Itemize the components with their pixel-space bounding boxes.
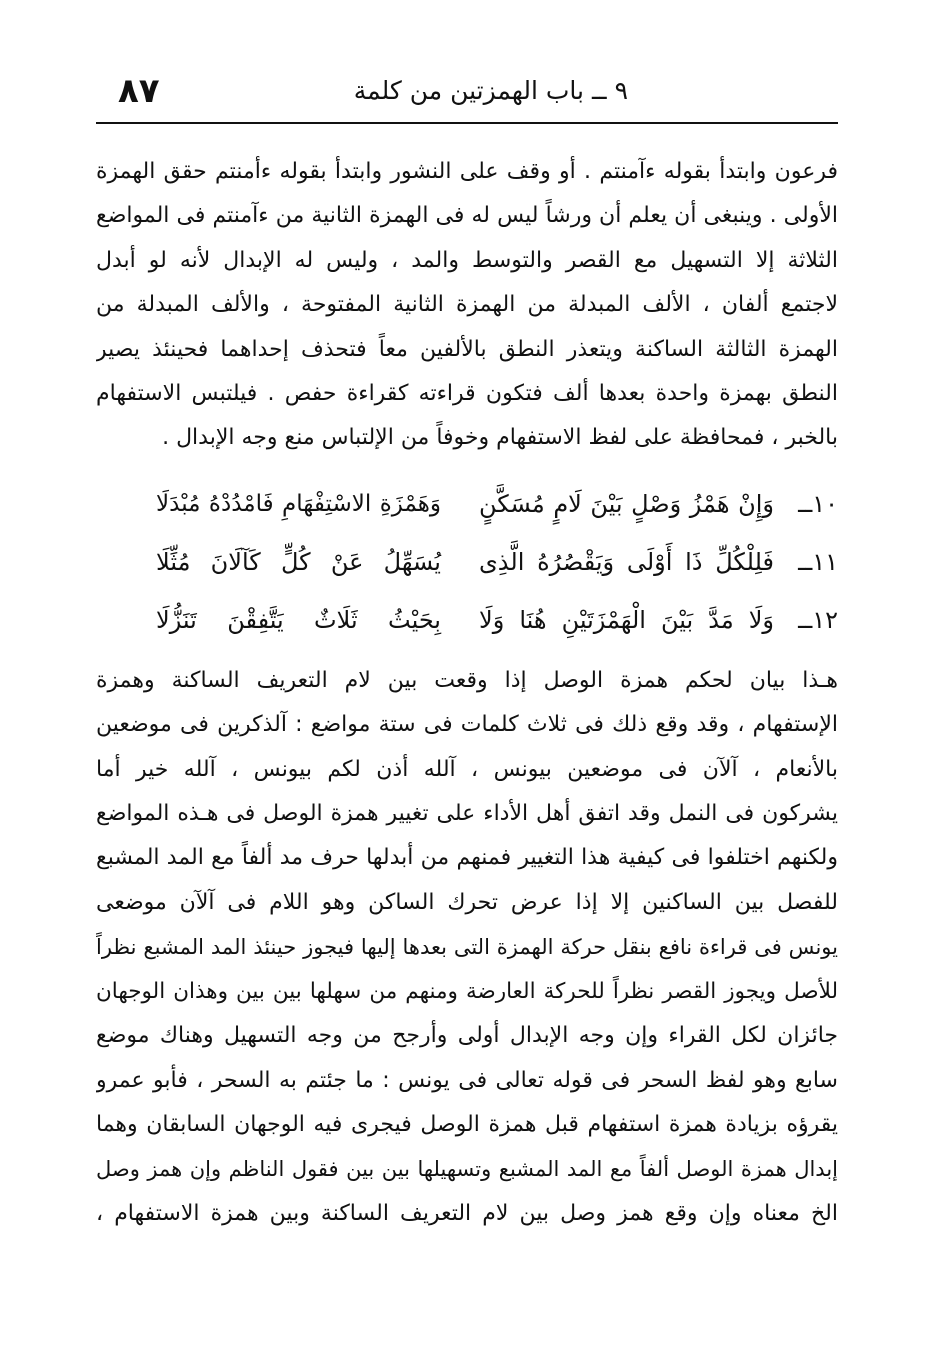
text-line: يقرؤه بزيادة همزة استفهام قبل همزة الوصل فيجرى فيه الوجهان السابقان وهما [96,1111,838,1137]
header-rule [96,122,838,124]
text-line: الهمزة الثالثة الساكنة ويتعذر النطق بالألفين معاً فتحذف إحداهما فحينئذ يصير [96,336,838,362]
text-line: النطق بهمزة واحدة بعدها ألف فتكون قراءته كقراءة حفص . فيلتبس الاستفهام [96,381,838,407]
page-body [96,150,838,1236]
text-line: الإستفهام ، وقد وقع ذلك فى ثلاث كلمات فى ستة مواضع : آلذكرين فى موضعين [96,712,838,738]
text-line: جائزان لكل القراء وإن وجه الإبدال أولى وأرجح من وجه التسهيل وهناك موضع [96,1023,838,1049]
verse-second-hemistich: وَهَمْزَةِ الاسْتِفْهَامِ فَامْدُدْهُ مُبْدَلَا [156,490,441,517]
text-line: لاجتمع ألفان ، الألف المبدلة من الهمزة الثانية المفتوحة ، والألف المبدلة من [96,292,838,318]
poem-verses [96,475,838,649]
text-line: ولكنهم اختلفوا فى كيفية هذا التغيير فمنهم من أبدلها حرف مد ألفاً مع المد المشبع [96,845,838,871]
paragraph-1 [96,150,838,461]
verse-second-hemistich: يُسَهِّلُ عَنْ كُلٍّ كَآلَانَ مُثِّلَا [156,547,441,576]
text-line: الخ معناه وإن وقع همز وصل بين لام التعريف الساكنة وبين همزة الاستفهام ، [96,1200,838,1226]
page-number: ٨٧ [118,71,160,111]
verse-first-hemistich: وَإِنْ هَمْزُ وَصْلٍ بَيْنَ لَامٍ مُسَكَّنٍ [479,489,774,518]
chapter-title: ٩ ــ باب الهمزتين من كلمة [353,76,628,105]
text-line: الثلاثة إلا التسهيل مع القصر والتوسط والمد ، وليس له الإبدال لأنه لو أبدل [96,247,838,273]
verse-second-hemistich: بِحَيْثُ ثَلَاثٌ يَتَّفِقْنَ تَنَزُّلَا [156,605,441,634]
text-line: إبدال همزة الوصل ألفاً مع المد المشبع وتسهيلها بين بين فقول الناظم وإن همز وصل [96,1157,838,1182]
text-line: بالأنعام ، آلآن فى موضعين بيونس ، آلله أذن لكم بيونس ، آلله خير أما [96,756,838,782]
paragraph-2 [96,659,838,1236]
text-line: فرعون وابتدأ بقوله ءآمنتم . أو وقف على النشور وابتدأ بقوله ءأمنتم حقق الهمزة [96,159,838,184]
text-line: للأصل ويجوز القصر نظراً للحركة العارضة ومنهم من سهلها بين بين وهذان الوجهان [96,978,838,1004]
text-line: يونس فى قراءة نافع بنقل حركة الهمزة التى بعدها إليها فيجوز حينئذ المد المشبع نظراً [96,935,838,960]
text-line: هـذا بيان لحكم همزة الوصل إذا وقعت بين لام التعريف الساكنة وهمزة [96,667,838,693]
text-line: بالخبر ، فمحافظة على لفظ الاستفهام وخوفاً من الإلتباس منع وجه الإبدال . [162,425,838,451]
verse-number: ١٢ــ [798,605,838,634]
text-line: سابع وهو لفظ السحر فى قوله تعالى فى يونس : ما جئتم به السحر ، فأبو عمرو [96,1067,838,1093]
verse-first-hemistich: وَلَا مَدَّ بَيْنَ الْهَمْزَتَيْنِ هُنَا وَلَا [479,605,774,634]
verse-10 [96,475,838,533]
verse-number: ١٠ــ [798,489,838,518]
text-line: للفصل بين الساكنين إلا إذا عرض تحرك الساكن وهو اللام فى آلآن موضعى [96,889,838,915]
verse-11 [96,533,838,591]
verse-number: ١١ــ [798,547,838,576]
verse-12 [96,591,838,649]
book-page [96,70,838,1226]
page-header [96,70,838,114]
text-line: يشركون فى النمل وقد اتفق أهل الأداء على تغيير همزة الوصل فى هـذه المواضع [96,801,838,827]
verse-first-hemistich: فَلِلْكُلِّ ذَا أَوْلَى وَيَقْصُرُهُ الَّذِى [479,547,774,576]
text-line: الأولى . وينبغى أن يعلم أن ورشاً ليس له فى الهمزة الثانية من ءآمنتم فى المواضع [96,203,838,229]
